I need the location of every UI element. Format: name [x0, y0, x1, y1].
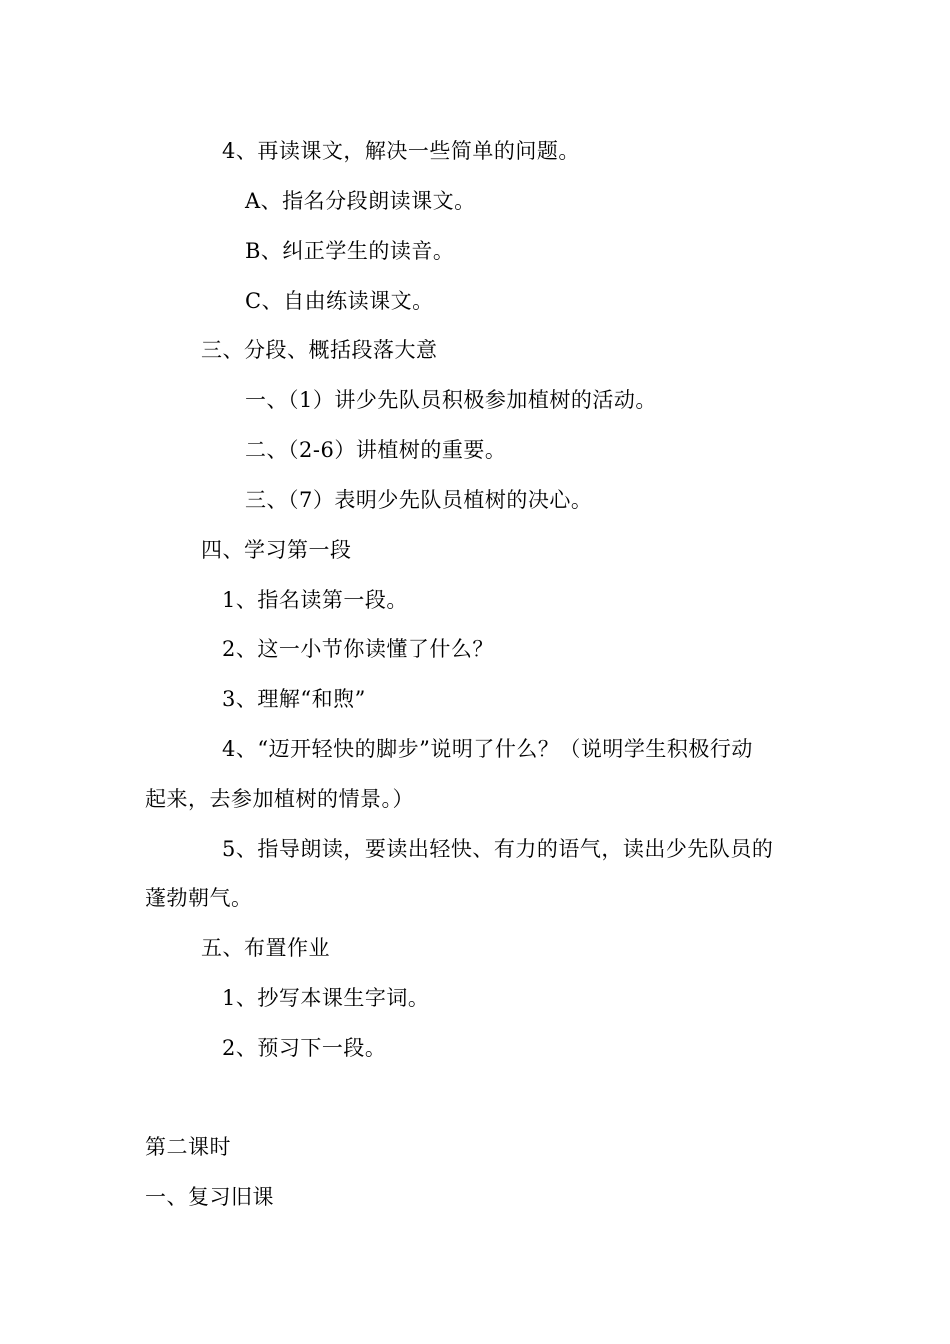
text-line: 2、这一小节你读懂了什么？ — [222, 637, 494, 661]
text-line: 4、“迈开轻快的脚步”说明了什么？（说明学生积极行动 — [222, 737, 753, 761]
section-heading: 五、布置作业 — [201, 936, 330, 960]
section-heading: 一、复习旧课 — [145, 1185, 274, 1209]
text-line: C、自由练读课文。 — [245, 289, 434, 313]
text-line: 5、指导朗读，要读出轻快、有力的语气，读出少先队员的 — [222, 837, 774, 861]
text-line: 一、（1）讲少先队员积极参加植树的活动。 — [245, 388, 657, 412]
text-line: 3、理解“和煦” — [222, 687, 366, 711]
text-line: 起来，去参加植树的情景。） — [145, 787, 414, 811]
section-heading: 三、分段、概括段落大意 — [201, 338, 438, 362]
text-line: 二、（2-6）讲植树的重要。 — [245, 438, 507, 462]
text-line: A、指名分段朗读课文。 — [245, 189, 476, 213]
text-line: 2、预习下一段。 — [222, 1036, 387, 1060]
section-heading: 四、学习第一段 — [201, 538, 352, 562]
text-line: 4、再读课文，解决一些简单的问题。 — [222, 139, 580, 163]
text-line: 1、指名读第一段。 — [222, 588, 408, 612]
text-line: 1、抄写本课生字词。 — [222, 986, 430, 1010]
lesson-heading: 第二课时 — [145, 1135, 231, 1159]
text-line: 三、（7）表明少先队员植树的决心。 — [245, 488, 593, 512]
text-line: B、纠正学生的读音。 — [245, 239, 455, 263]
text-line: 蓬勃朝气。 — [145, 886, 253, 910]
